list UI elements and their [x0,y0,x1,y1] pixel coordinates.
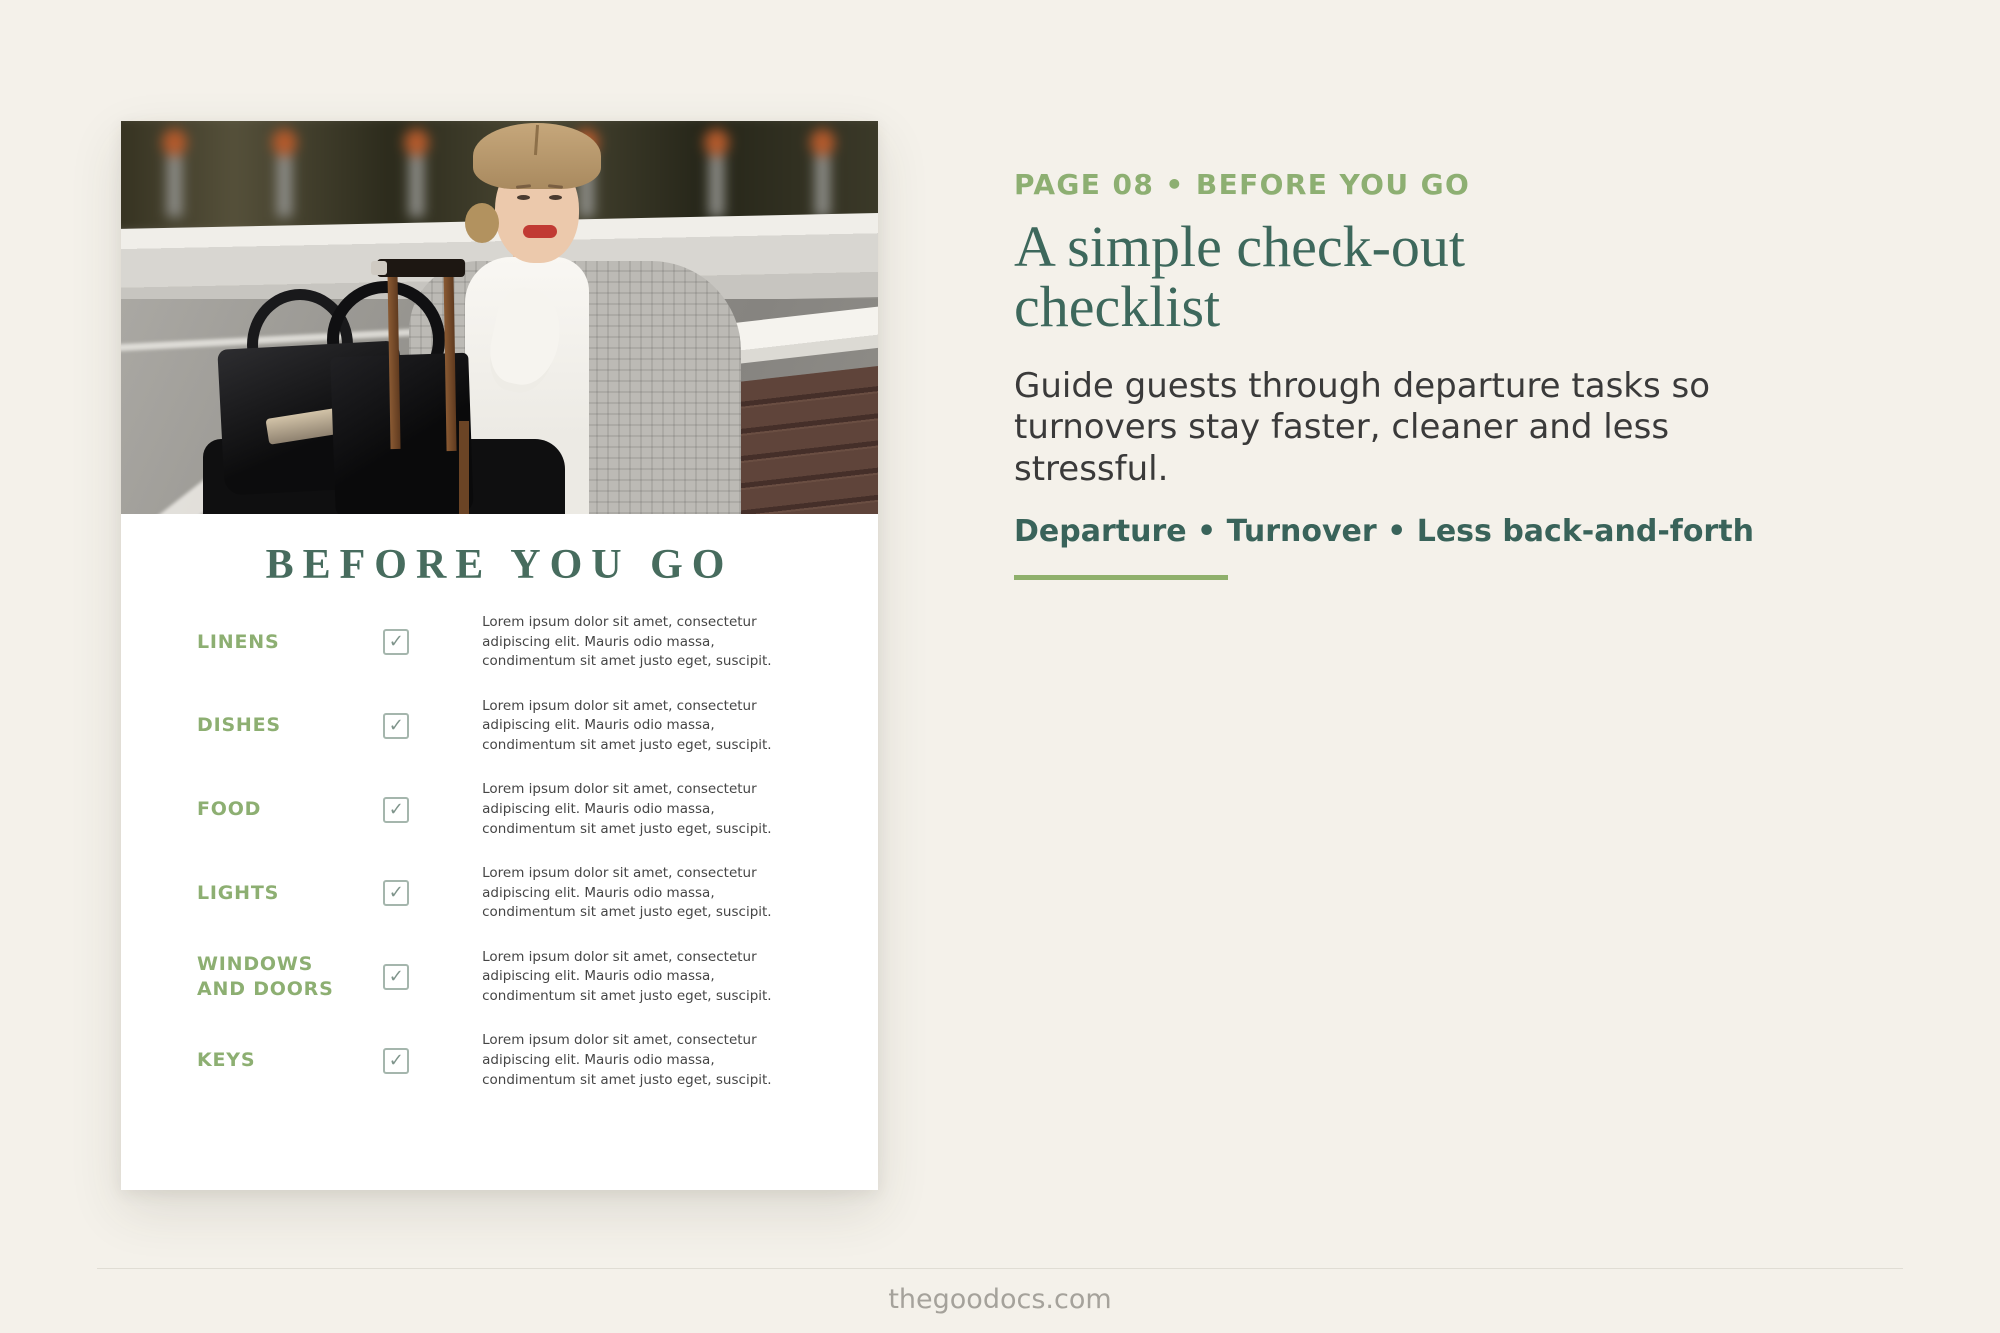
checklist-row-keys [197,1031,803,1090]
photo-woman-eye [549,195,562,200]
photo-woman-lips [523,225,557,238]
photo-bollard [167,139,182,217]
tagline-underline [1014,575,1228,580]
check-icon: ✓ [388,715,404,737]
checklist-text: Lorem ipsum dolor sit amet, consectetur adipiscing elit. Mauris odio massa, condimentum sit amet justo eget, suscipit. [482,697,772,753]
page-eyebrow: PAGE 08 • BEFORE YOU GO [1014,168,1471,201]
checklist-label: LIGHTS [197,881,280,904]
footer-divider [97,1268,1903,1269]
template-preview-card [121,121,878,1190]
checkbox-windows-and-doors[interactable] [383,964,409,990]
checklist-row-food [197,780,803,839]
checklist-row-linens [197,613,803,672]
checkbox-column [337,797,457,823]
hero-photo [121,121,878,514]
details-panel [1014,168,1794,580]
checklist-row-windows-and-doors [197,948,803,1007]
checklist-label: DISHES [197,714,281,737]
checkbox-dishes[interactable] [383,713,409,739]
checklist-row-lights [197,864,803,923]
checklist-label: FOOD [197,798,262,821]
checkbox-keys[interactable] [383,1048,409,1074]
photo-trolley-bar [459,421,469,514]
checklist-label: KEYS [197,1049,256,1072]
checkbox-linens[interactable] [383,629,409,655]
checkbox-column [337,964,457,990]
photo-woman-eye [517,195,530,200]
checklist-text: Lorem ipsum dolor sit amet, consectetur adipiscing elit. Mauris odio massa, condimentum sit amet justo eget, suscipit. [482,948,772,1004]
checklist-text: Lorem ipsum dolor sit amet, consectetur adipiscing elit. Mauris odio massa, condimentum sit amet justo eget, suscipit. [482,614,772,670]
checkbox-food[interactable] [383,797,409,823]
checkbox-lights[interactable] [383,880,409,906]
footer-site-text: thegoodocs.com [888,1284,1112,1315]
photo-trolley-handle [377,259,465,277]
photo-woman-hair-bun [465,203,499,243]
check-icon: ✓ [388,882,404,904]
check-icon: ✓ [388,631,404,653]
checkbox-column [337,1048,457,1074]
checkbox-column [337,629,457,655]
checklist-label: WINDOWS AND DOORS [197,953,334,1001]
card-title: BEFORE YOU GO [265,542,734,588]
checklist-row-dishes [197,697,803,756]
checklist-label: LINENS [197,630,280,653]
checklist-text: Lorem ipsum dolor sit amet, consectetur adipiscing elit. Mauris odio massa, condimentum sit amet justo eget, suscipit. [482,865,772,921]
tagline: Departure • Turnover • Less back-and-forth [1014,514,1754,550]
photo-bollard [709,139,724,217]
checklist [197,613,803,1090]
photo-bollard [815,139,830,217]
checkbox-column [337,713,457,739]
photo-bollard [277,139,292,217]
page-description: Guide guests through departure tasks so turnovers stay faster, cleaner and less stressful. [1014,365,1711,489]
check-icon: ✓ [388,798,404,820]
check-icon: ✓ [388,1049,404,1071]
checkbox-column [337,880,457,906]
checklist-text: Lorem ipsum dolor sit amet, consectetur adipiscing elit. Mauris odio massa, condimentum sit amet justo eget, suscipit. [482,1032,772,1088]
photo-bollard [409,139,424,217]
check-icon: ✓ [388,966,404,988]
photo-trolley-handle-tip [371,261,387,275]
page-title: A simple check-out checklist [1014,214,1466,340]
checklist-text: Lorem ipsum dolor sit amet, consectetur adipiscing elit. Mauris odio massa, condimentum sit amet justo eget, suscipit. [482,781,772,837]
